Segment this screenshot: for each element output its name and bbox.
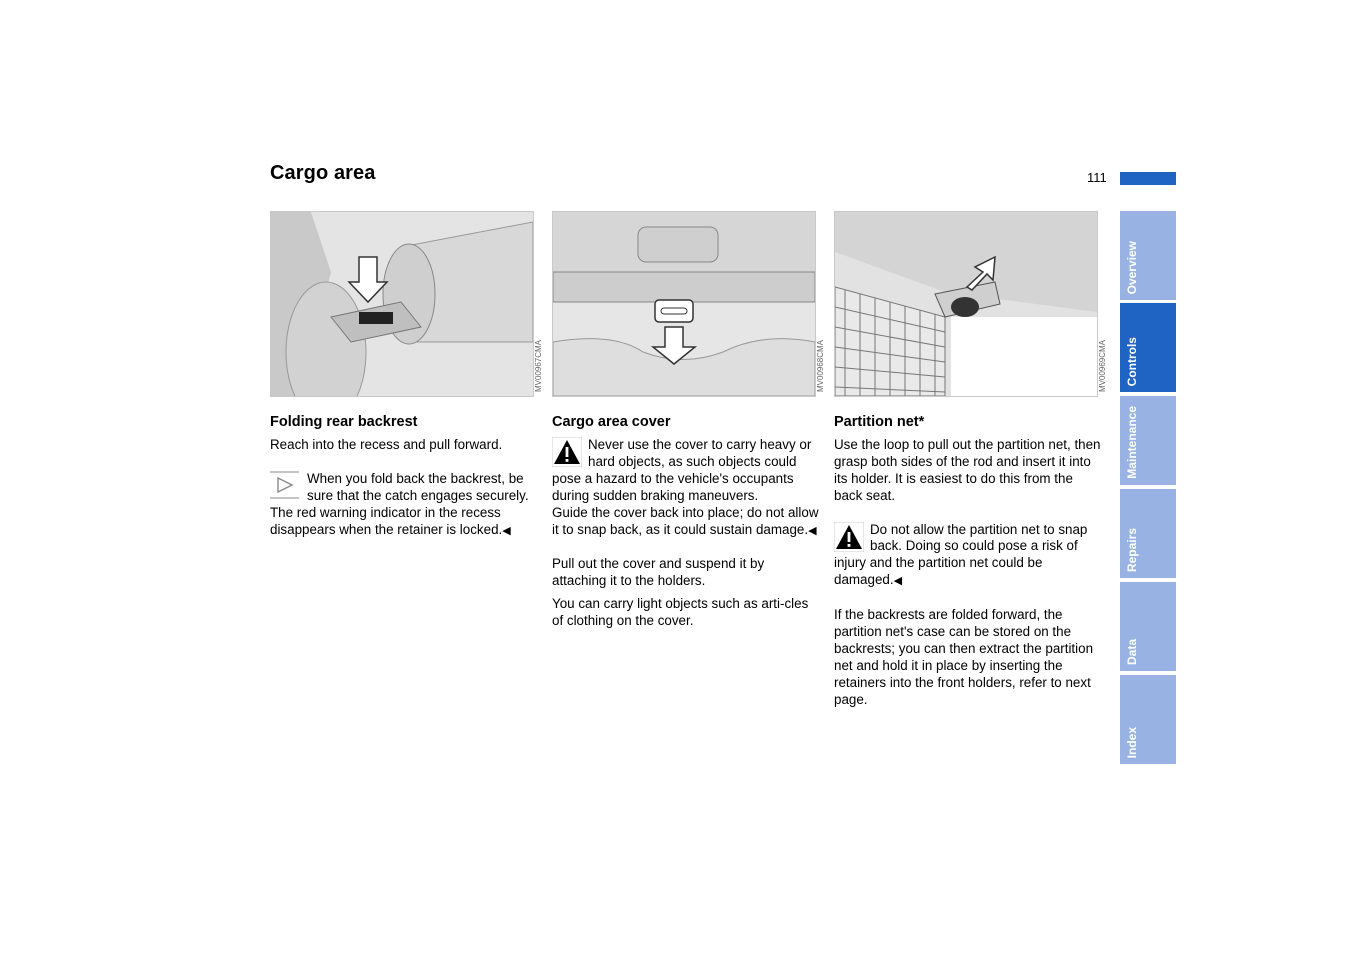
warning-text-continued: Guide the cover back into place; do not allow it to snap back, as it could sustain damage. [552,504,819,537]
section-heading: Cargo area cover [552,414,671,430]
end-mark-icon: ◀ [893,575,903,588]
section-heading: Folding rear backrest [270,414,418,430]
tab-label: Maintenance [1125,406,1139,479]
note-block [270,471,538,540]
figure-partition-net [834,211,1098,397]
tab-data[interactable] [1120,582,1176,671]
section-folding-backrest [270,413,538,539]
section-heading: Partition net* [834,414,925,430]
tab-label: Data [1125,638,1139,665]
figure-code: MV00968CMA [816,339,825,392]
warning-text: Never use the cover to carry heavy or hard objects, as such objects could pose a hazard to the vehicle's occupants during sudden braking maneuvers. [552,437,812,503]
page-accent-bar [1120,172,1176,185]
paragraph: Pull out the cover and suspend it by attaching it to the holders. [552,556,765,589]
tab-index[interactable] [1120,675,1176,764]
warning-icon [834,522,864,552]
paragraph: Use the loop to pull out the partition net, then grasp both sides of the rod and insert it into its holder. It is easiest to do this from the back seat. [834,437,1101,503]
note-text: When you fold back the backrest, be sure that the catch engages securely. The red warning indicator in the recess disappears when the retainer is locked. [270,470,529,537]
end-mark-icon: ◀ [808,524,817,537]
tab-label: Overview [1125,240,1139,294]
warning-block [834,522,1102,591]
tab-controls[interactable] [1120,303,1176,392]
note-triangle-icon [270,471,299,499]
page-number: 111 [1087,170,1107,185]
figure-folding-backrest [270,211,534,397]
figure-code: MV00969CMA [1098,339,1107,392]
warning-block [552,437,820,539]
page-title: Cargo area [270,162,376,184]
figure-cargo-cover [552,211,816,397]
paragraph: Reach into the recess and pull forward. [270,437,503,452]
tab-label: Repairs [1125,527,1139,572]
paragraph: If the backrests are folded forward, the partition net's case can be stored on the backrests; you can then extract the partition net and hold it in place by inserting the retainers into the front holders, refer to next page. [834,607,1094,707]
tab-repairs[interactable] [1120,489,1176,578]
tab-maintenance[interactable] [1120,396,1176,485]
paragraph: You can carry light objects such as arti-cles of clothing on the cover. [552,596,809,629]
warning-text: Do not allow the partition net to snap back. Doing so could pose a risk of injury and the partition net could be damaged. [834,521,1088,588]
end-mark-icon: ◀ [502,524,511,537]
tab-overview[interactable] [1120,211,1176,300]
tab-label: Index [1125,726,1139,758]
figure-code: MV00967CMA [534,339,543,392]
section-cargo-cover [552,413,820,630]
warning-icon [552,437,582,467]
section-partition-net [834,413,1102,708]
tab-label: Controls [1125,336,1139,386]
